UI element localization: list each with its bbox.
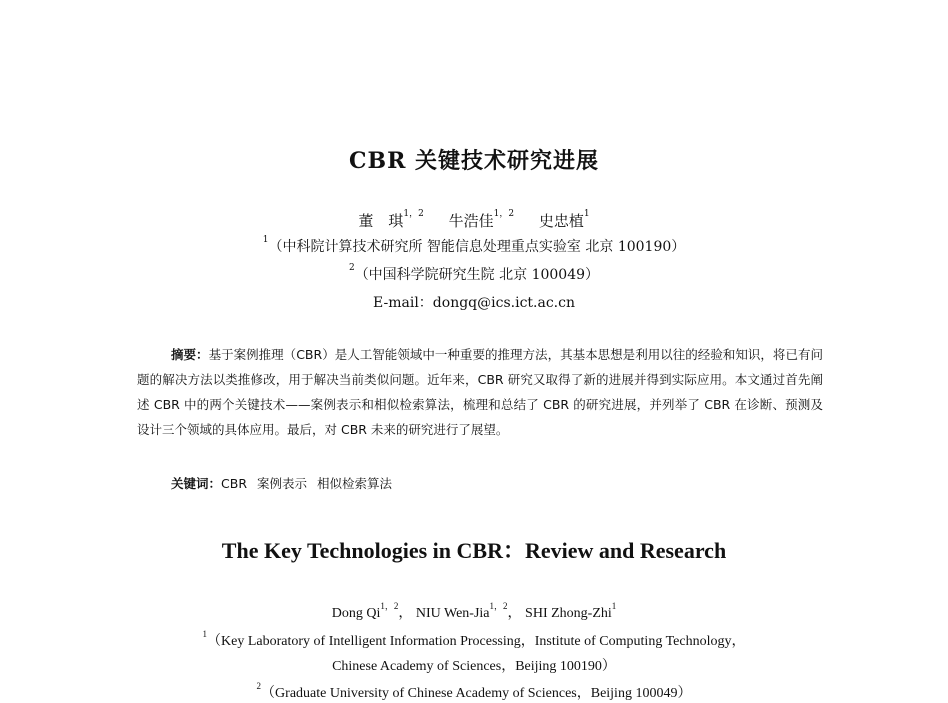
author-cn-3: 史忠植$^1$: [538, 209, 590, 230]
paper-title-en: The Key Technologies in CBR：Review and Research: [221, 538, 727, 563]
affiliation-1-cn: $^1$（中科院计算技术研究所 智能信息处理重点实验室 北京 100190）: [262, 235, 686, 255]
paper-title-cn: CBR 关键技术研究进展: [348, 148, 600, 174]
author-list-en: [0, 602, 948, 622]
author-en-2: NIU Wen-Jia$^{1,2}$，: [415, 601, 522, 621]
keywords-cn: [171, 474, 402, 492]
affiliation-2-cn: $^2$（中国科学院研究生院 北京 100049）: [348, 263, 600, 283]
author-list-cn: [0, 210, 948, 231]
affiliation-1-en-continued: Chinese Academy of Sciences，Beijing 100190）: [332, 659, 616, 674]
keyword: 案例表示: [257, 476, 308, 491]
author-en-3: SHI Zhong-Zhi$^1$: [525, 601, 617, 621]
keyword: CBR: [221, 476, 248, 491]
contact-email: E-mail：dongq@ics.ict.ac.cn: [373, 295, 575, 311]
abstract-cn: [137, 342, 823, 442]
abstract-text: 基于案例推理（CBR）是人工智能领域中一种重要的推理方法，其基本思想是利用以往的经验和知识，将已有问题的解决方法以类推修改，用于解决当前类似问题。近年来，CBR 研究又取得了新的进展并得到实际应用。本文通过首先阐述 CBR 中的两个关键技术——案例表示和相似检索算法，梳理和总结了 CBR 的研究进展，并列举了 CBR 在诊断、预测及设计三个领域的具体应用。最后，对 CBR 未来的研究进行了展望。: [137, 347, 823, 437]
keyword: 相似检索算法: [317, 476, 393, 491]
abstract-label: 摘要：: [171, 347, 209, 362]
affiliation-2-en: $^2$（Graduate University of Chinese Academy of Sciences，Beijing 100049）: [256, 681, 692, 701]
author-en-1: Dong $Qi^{1,2}$，: [331, 601, 413, 621]
author-cn-1: 董 琪$^{1,2}$: [358, 209, 424, 230]
affiliation-1-en: $^1$（Key Laboratory of Intelligent Information Processing，Institute of Computing Technology，: [202, 629, 746, 649]
author-cn-2: 牛浩佳$^{1,2}$: [448, 209, 515, 230]
keywords-label: 关键词：: [171, 476, 222, 491]
